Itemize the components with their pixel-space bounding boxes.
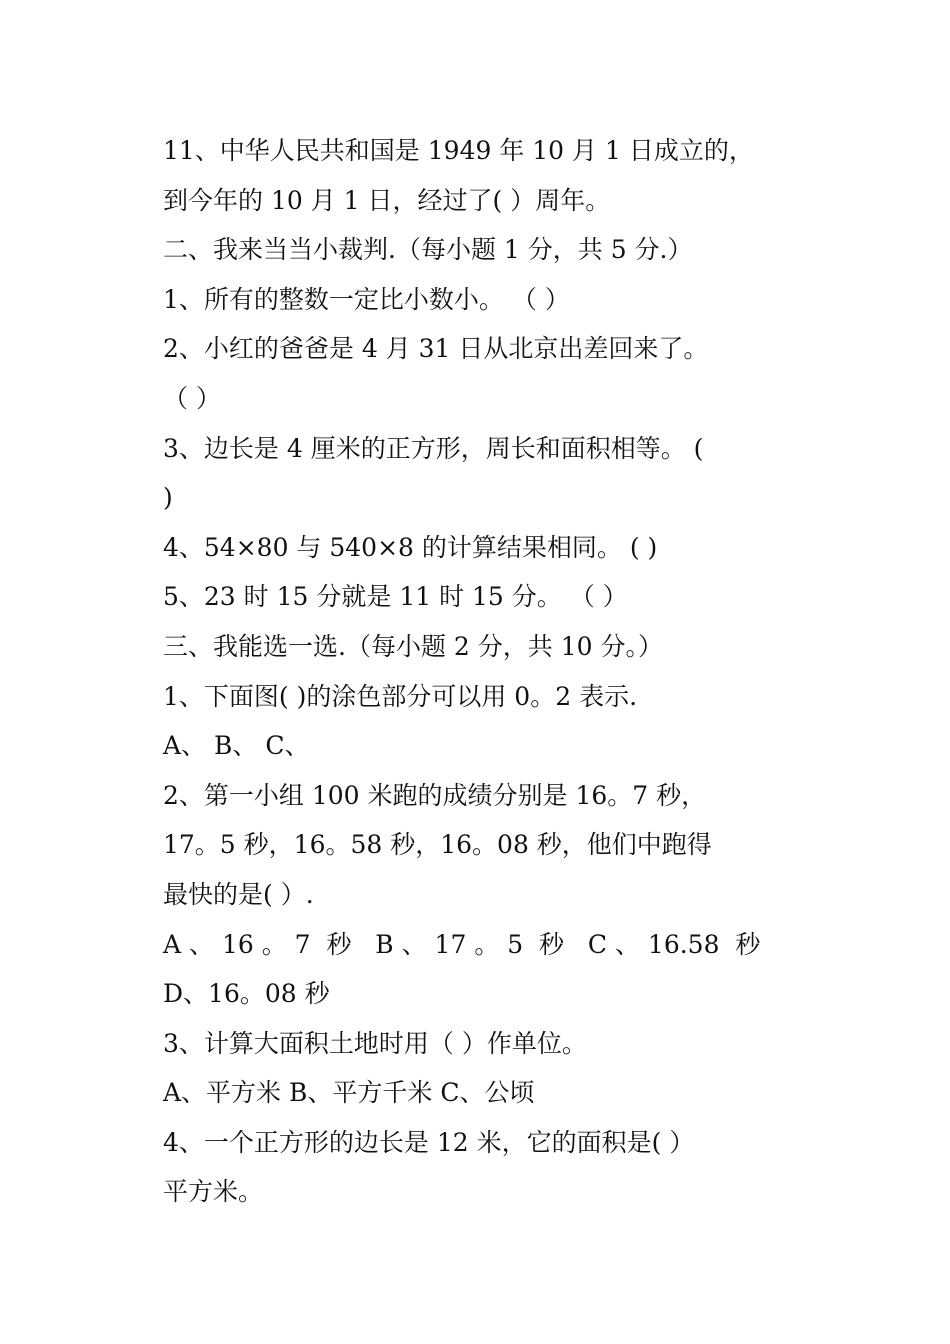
choice-question-2-line-1: 2、第一小组 100 米跑的成绩分别是 16。7 秒，	[163, 780, 707, 810]
choice-question-4-line-2: 平方米。	[163, 1177, 264, 1207]
choice-question-2-line-3: 最快的是( ）.	[163, 879, 314, 909]
section-3-heading: 三、我能选一选.（每小题 2 分，共 10 分。）	[163, 631, 663, 661]
choice-question-2-options-line-1: A 、 16 。 7 秒 B 、 17 。 5 秒 C 、 16.58 秒	[163, 929, 761, 959]
choice-question-2-line-2: 17。5 秒，16。58 秒，16。08 秒，他们中跑得	[163, 830, 712, 860]
section-2-heading: 二、我来当当小裁判.（每小题 1 分，共 5 分.）	[163, 235, 693, 265]
judge-question-3-line-2: )	[163, 483, 173, 513]
judge-question-5: 5、23 时 15 分就是 11 时 15 分。 （ ）	[163, 582, 628, 612]
question-11-line-2: 到今年的 10 月 1 日，经过了( ）周年。	[163, 185, 611, 215]
judge-question-1: 1、所有的整数一定比小数小。 （ ）	[163, 284, 570, 314]
document-page	[163, 126, 788, 1217]
choice-question-4-line-1: 4、一个正方形的边长是 12 米，它的面积是( ）	[163, 1127, 695, 1157]
choice-question-3-options: A、平方米 B、平方千米 C、公顷	[163, 1078, 535, 1108]
judge-question-2-line-2: （ ）	[163, 383, 221, 413]
choice-question-1: 1、下面图( )的涂色部分可以用 0。2 表示.	[163, 681, 638, 711]
choice-question-1-options: A、 B、 C、	[163, 731, 310, 761]
choice-question-3: 3、计算大面积土地时用（ ）作单位。	[163, 1028, 587, 1058]
choice-question-2-options-line-2: D、16。08 秒	[163, 979, 330, 1009]
judge-question-4: 4、54×80 与 540×8 的计算结果相同。 ( )	[163, 532, 658, 562]
question-11-line-1: 11、中华人民共和国是 1949 年 10 月 1 日成立的，	[163, 136, 754, 165]
judge-question-3-line-1: 3、边长是 4 厘米的正方形，周长和面积相等。 (	[163, 433, 704, 463]
judge-question-2-line-1: 2、小红的爸爸是 4 月 31 日从北京出差回来了。	[163, 334, 709, 364]
